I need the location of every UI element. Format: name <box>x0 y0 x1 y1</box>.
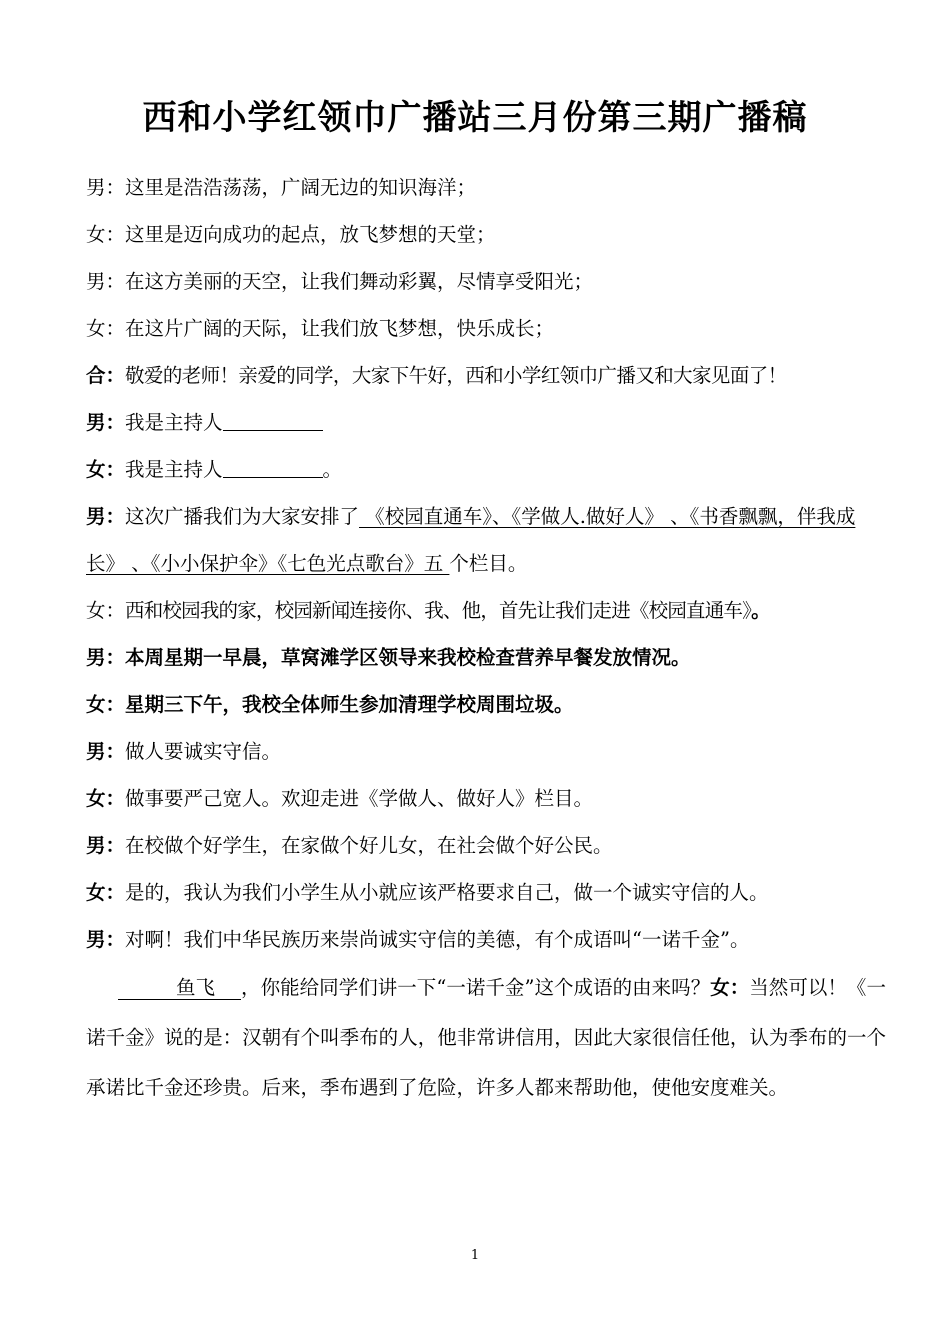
script-line <box>86 681 886 728</box>
speaker-label: 男： <box>86 505 126 528</box>
line-text: 在这片广阔的天际，让我们放飞梦想，快乐成长； <box>125 317 555 340</box>
speaker-label: 女： <box>86 599 126 622</box>
line-suffix: 。 <box>322 458 343 481</box>
speaker-label: 女： <box>710 976 750 999</box>
broadcast-script <box>86 164 886 1113</box>
script-line <box>86 305 886 352</box>
story-question: ，你能给同学们讲一下“一诺千金”这个成语的由来吗？ <box>241 976 711 999</box>
speaker-label: 女： <box>86 787 126 810</box>
speaker-label: 女： <box>86 223 126 246</box>
line-text: 星期三下午，我校全体师生参加清理学校周围垃圾。 <box>125 693 574 716</box>
script-line <box>86 493 886 587</box>
line-text: 西和校园我的家，校园新闻连接你、我、他，首先让我们走进《校园直通车》 <box>125 599 752 622</box>
line-text: 这里是浩浩荡荡，广阔无边的知识海洋； <box>125 176 477 199</box>
line-text: 这次广播我们为大家安排了 <box>125 505 360 528</box>
line-text: 在这方美丽的天空，让我们舞动彩翼，尽情享受阳光； <box>125 270 594 293</box>
host-name-blank <box>223 457 323 478</box>
line-text: 在校做个好学生，在家做个好儿女，在社会做个好公民。 <box>125 834 613 857</box>
speaker-label: 男： <box>86 740 126 763</box>
line-text: 敬爱的老师！亲爱的同学，大家下午好，西和小学红领巾广播又和大家见面了！ <box>125 364 787 387</box>
speaker-label: 男： <box>86 270 126 293</box>
host-name-underlined: 鱼飞 <box>118 977 241 1000</box>
script-line <box>86 352 886 399</box>
line-suffix: 个栏目。 <box>449 552 528 575</box>
script-line <box>86 258 886 305</box>
speaker-label: 男： <box>86 176 126 199</box>
speaker-label: 男： <box>86 928 126 951</box>
program-list: 《校园直通车》、《学做人.做好人》 、《书香飘飘，伴我成长》 、《小小保护伞》《七色光点歌台》五 <box>86 505 856 575</box>
script-line <box>86 399 886 446</box>
page-title: 西和小学红领巾广播站三月份第三期广播稿 <box>142 98 808 138</box>
script-line <box>86 634 886 681</box>
line-suffix: 。 <box>751 599 771 622</box>
story-answer: 当然可以！《一诺千金》说的是：汉朝有个叫季布的人，他非常讲信用，因此大家很信任他，认为季布的一个承诺比千金还珍贵。后来，季布遇到了危险，许多人都来帮助他，使他安度难关。 <box>86 976 886 1099</box>
script-line <box>86 728 886 775</box>
script-line <box>86 916 886 963</box>
speaker-label: 女： <box>86 693 126 716</box>
speaker-label: 合： <box>86 364 126 387</box>
script-line <box>86 446 886 493</box>
line-text: 是的，我认为我们小学生从小就应该严格要求自己，做一个诚实守信的人。 <box>125 881 769 904</box>
line-text: 对啊！我们中华民族历来崇尚诚实守信的美德，有个成语叫“一诺千金”。 <box>125 928 750 951</box>
script-line <box>86 869 886 916</box>
line-text: 我是主持人 <box>125 458 223 481</box>
idiom-story-paragraph <box>86 963 886 1113</box>
page-number: 1 <box>470 1248 480 1263</box>
speaker-label: 女： <box>86 317 126 340</box>
line-text: 做事要严己宽人。欢迎走进《学做人、做好人》栏目。 <box>125 787 594 810</box>
speaker-label: 女： <box>86 458 126 481</box>
line-text: 我是主持人 <box>125 411 223 434</box>
speaker-label: 男： <box>86 834 126 857</box>
script-line <box>86 822 886 869</box>
speaker-label: 男： <box>86 411 126 434</box>
speaker-label: 女： <box>86 881 126 904</box>
host-name-blank <box>223 410 323 431</box>
script-line <box>86 587 886 634</box>
line-text: 本周星期一早晨，草窝滩学区领导来我校检查营养早餐发放情况。 <box>125 646 691 669</box>
script-line <box>86 775 886 822</box>
line-text: 这里是迈向成功的起点，放飞梦想的天堂； <box>125 223 496 246</box>
script-line <box>86 211 886 258</box>
line-text: 做人要诚实守信。 <box>125 740 282 763</box>
speaker-label: 男： <box>86 646 126 669</box>
script-line <box>86 164 886 211</box>
